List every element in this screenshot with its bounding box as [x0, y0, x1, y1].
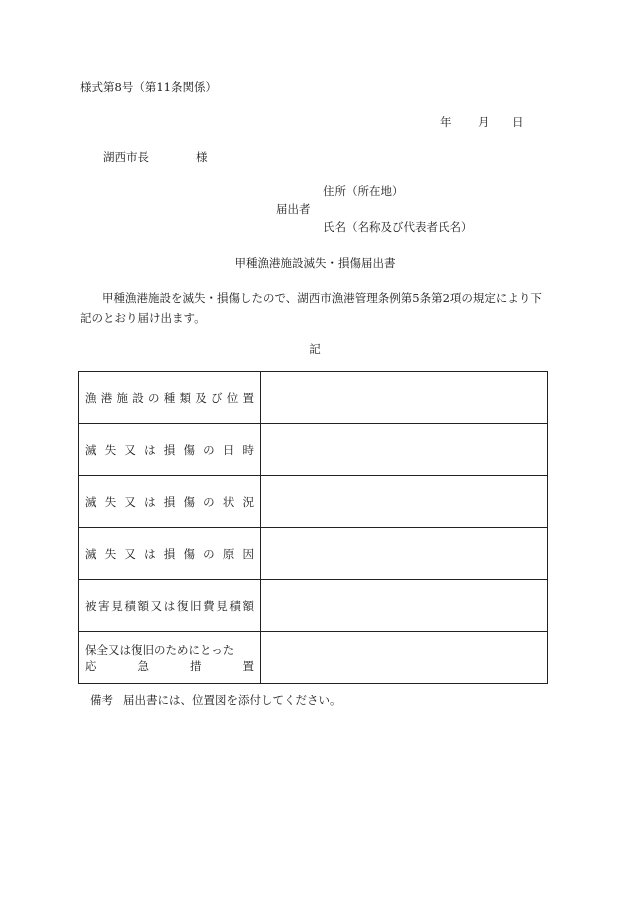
label-char: 又 [124, 494, 136, 509]
row-label-cell [79, 424, 261, 476]
label-char: 額 [242, 598, 254, 613]
table-row [79, 476, 548, 528]
form-number: 様式第8号（第11条関係） [80, 80, 217, 94]
label-char: 復 [176, 598, 189, 613]
label-char: 状 [222, 494, 235, 509]
address-label: 住所（所在地） [323, 184, 404, 198]
row-value-cell[interactable] [261, 632, 548, 684]
note [90, 693, 342, 707]
label-char: の [203, 494, 215, 509]
label-char: 又 [124, 546, 136, 561]
label-char: 損 [163, 494, 176, 509]
date-day-label: 日 [512, 115, 524, 129]
note-text: 届出書には、位置図を添付してください。 [123, 693, 342, 707]
label-char: 急 [137, 658, 149, 673]
label-char: 滅 [85, 546, 97, 561]
row-label-cell [79, 372, 261, 424]
label-char: 傷 [183, 494, 195, 509]
addressee-honorific: 様 [196, 150, 208, 164]
row-label-cell [79, 476, 261, 528]
label-char: 又 [124, 442, 136, 457]
label-char: 見 [216, 598, 228, 613]
label-char: は [144, 442, 156, 457]
label-char: 因 [242, 546, 254, 561]
notifier-label: 届出者 [276, 202, 311, 216]
label-char: 又 [150, 598, 163, 613]
row-value-cell[interactable] [261, 528, 548, 580]
label-char: は [144, 546, 156, 561]
row-label [85, 546, 254, 562]
label-char: 措 [190, 658, 202, 673]
label-char: 港 [100, 390, 113, 405]
row-value-cell[interactable] [261, 372, 548, 424]
label-char: 積 [229, 598, 241, 613]
label-char: 旧 [190, 598, 202, 613]
label-char: 位 [226, 390, 239, 405]
row-label [85, 598, 254, 614]
label-char: 積 [124, 598, 136, 613]
row-label-cell [79, 528, 261, 580]
label-char: 況 [242, 494, 254, 509]
row-label [85, 494, 254, 510]
table-row [79, 580, 548, 632]
label-char: 失 [104, 494, 117, 509]
row-label [85, 642, 254, 674]
label-char: 施 [116, 390, 128, 405]
label-char: 種 [163, 390, 176, 405]
label-char: 原 [222, 546, 235, 561]
label-char: の [203, 546, 215, 561]
label-char: 被 [85, 598, 97, 613]
label-char: 時 [242, 442, 254, 457]
date-year-label: 年 [440, 115, 452, 129]
label-char: 見 [111, 598, 123, 613]
addressee-name: 湖西市長 [103, 150, 149, 164]
label-char: は [163, 598, 176, 613]
label-char: 滅 [85, 494, 97, 509]
label-char: 失 [104, 442, 117, 457]
table-row [79, 372, 548, 424]
row-value-cell[interactable] [261, 424, 548, 476]
label-char: 害 [98, 598, 110, 613]
row-label-line2 [85, 658, 254, 674]
table-row [79, 632, 548, 684]
label-char: 及 [195, 390, 207, 405]
row-label-cell [79, 632, 261, 684]
label-char: の [148, 390, 160, 405]
row-label [85, 442, 254, 458]
label-char: 滅 [85, 442, 97, 457]
row-label-cell [79, 580, 261, 632]
label-char: 傷 [183, 442, 195, 457]
label-char: 置 [242, 658, 254, 673]
label-char: 設 [132, 390, 144, 405]
label-char: び [211, 390, 223, 405]
document-title: 甲種漁港施設滅失・損傷届出書 [234, 256, 396, 270]
table-row [79, 528, 548, 580]
label-char: 応 [85, 658, 97, 673]
ki-heading: 記 [309, 342, 321, 356]
table-row [79, 424, 548, 476]
label-char: の [203, 442, 215, 457]
row-label [85, 390, 254, 406]
row-value-cell[interactable] [261, 476, 548, 528]
label-char: 日 [222, 442, 235, 457]
body-text: 甲種漁港施設を滅失・損傷したので、湖西市漁港管理条例第5条第2項の規定により下記のとおり届け出ます。 [80, 291, 542, 325]
name-label: 氏名（名称及び代表者氏名） [323, 220, 473, 234]
label-char: 置 [242, 390, 254, 405]
label-char: 費 [203, 598, 215, 613]
note-label: 備考 [90, 693, 113, 707]
label-char: 損 [163, 442, 176, 457]
label-char: 額 [137, 598, 149, 613]
label-char: 類 [179, 390, 191, 405]
row-label-line1: 保全又は復旧のためにとった [85, 642, 235, 657]
label-char: は [144, 494, 156, 509]
label-char: 傷 [183, 546, 195, 561]
label-char: 漁 [85, 390, 97, 405]
row-value-cell[interactable] [261, 580, 548, 632]
date-month-label: 月 [478, 115, 490, 129]
items-table [78, 371, 548, 684]
label-char: 損 [163, 546, 176, 561]
label-char: 失 [104, 546, 117, 561]
